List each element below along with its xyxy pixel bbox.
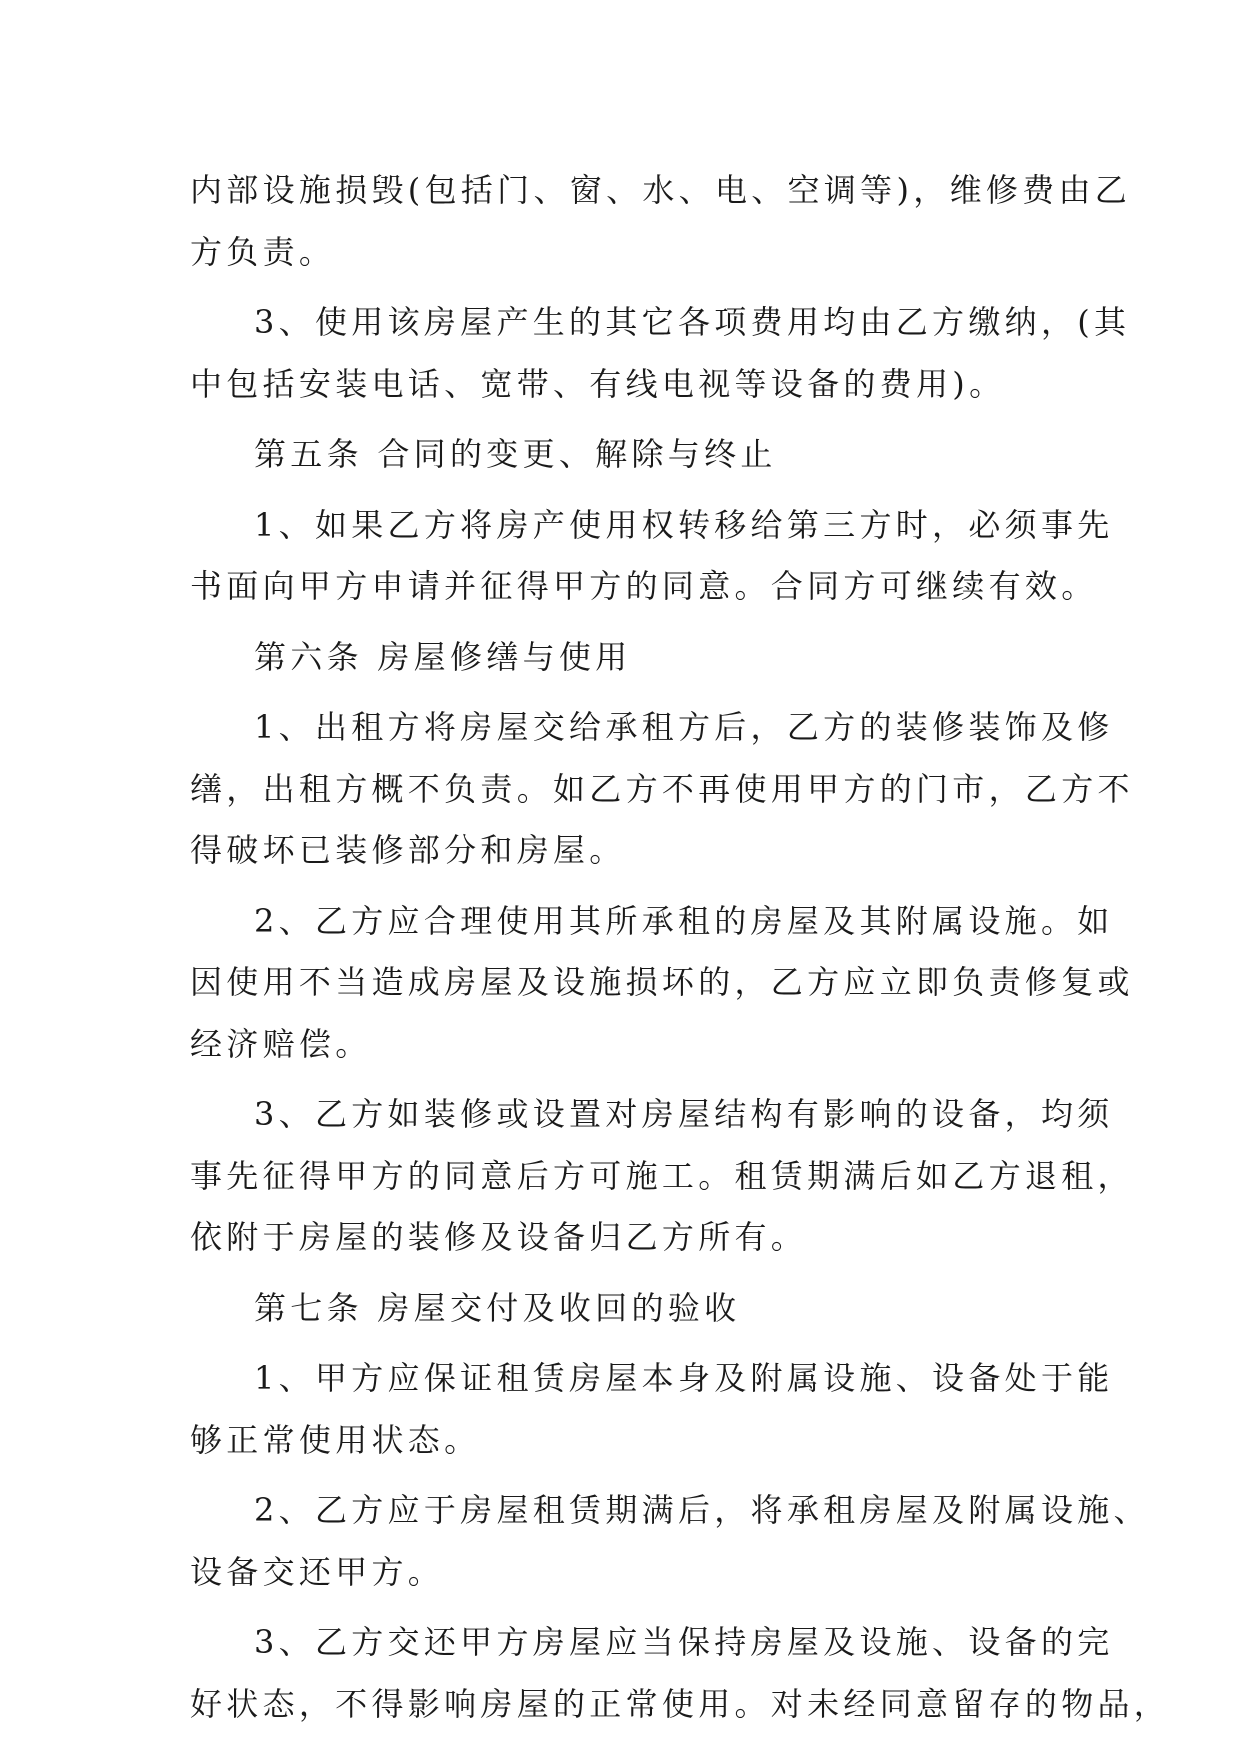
text-line: 3、乙方如装修或设置对房屋结构有影响的设备，均须 (254, 1095, 1114, 1133)
paragraph-spacer (190, 1603, 1050, 1612)
text-line: 第六条 房屋修缮与使用 (254, 637, 632, 676)
text-line: 2、乙方应于房屋租赁期满后，将承租房屋及附属设施、 (254, 1491, 1150, 1529)
text-line: 书面向甲方申请并征得甲方的同意。合同方可继续有效。 (190, 567, 1098, 605)
text-line: 因使用不当造成房屋及设施损坏的，乙方应立即负责修复或 (190, 963, 1134, 1001)
text-line: 第七条 房屋交付及收回的验收 (254, 1288, 741, 1327)
text-line: 事先征得甲方的同意后方可施工。租赁期满后如乙方退租， (190, 1156, 1134, 1195)
paragraph-spacer (190, 415, 1050, 424)
paragraph-spacer (190, 1471, 1050, 1480)
text-line: 中包括安装电话、宽带、有线电视等设备的费用)。 (190, 364, 1006, 403)
text-line: 1、出租方将房屋交给承租方后，乙方的装修装饰及修 (254, 708, 1114, 746)
paragraph-spacer (190, 1339, 1050, 1348)
paragraph-spacer (190, 618, 1050, 627)
text-line: 3、使用该房屋产生的其它各项费用均由乙方缴纳，(其 (254, 303, 1131, 341)
text-line: 方负责。 (190, 232, 336, 271)
paragraph-spacer (190, 1269, 1050, 1278)
paragraph-spacer (190, 1075, 1050, 1084)
paragraph-spacer (190, 283, 1050, 292)
paragraph-spacer (190, 486, 1050, 495)
text-line: 依附于房屋的装修及设备归乙方所有。 (190, 1218, 808, 1256)
text-line: 够正常使用状态。 (190, 1420, 481, 1459)
text-line: 经济赔偿。 (190, 1024, 372, 1063)
text-line: 得破坏已装修部分和房屋。 (190, 831, 626, 869)
text-line: 缮，出租方概不负责。如乙方不再使用甲方的门市，乙方不 (190, 769, 1134, 808)
text-line: 好状态，不得影响房屋的正常使用。对未经同意留存的物品， (190, 1684, 1171, 1723)
text-line: 设备交还甲方。 (190, 1552, 445, 1591)
text-line: 第五条 合同的变更、解除与终止 (254, 435, 777, 473)
text-line: 1、如果乙方将房产使用权转移给第三方时，必须事先 (254, 505, 1114, 544)
paragraph-spacer (190, 882, 1050, 891)
text-line: 2、乙方应合理使用其所承租的房屋及其附属设施。如 (254, 901, 1114, 940)
paragraph-spacer (190, 688, 1050, 697)
text-line: 3、乙方交还甲方房屋应当保持房屋及设施、设备的完 (254, 1623, 1114, 1661)
document-body (190, 160, 1171, 1735)
text-line: 1、甲方应保证租赁房屋本身及附属设施、设备处于能 (254, 1359, 1114, 1397)
text-line: 内部设施损毁(包括门、窗、水、电、空调等)，维修费由乙 (190, 171, 1132, 209)
